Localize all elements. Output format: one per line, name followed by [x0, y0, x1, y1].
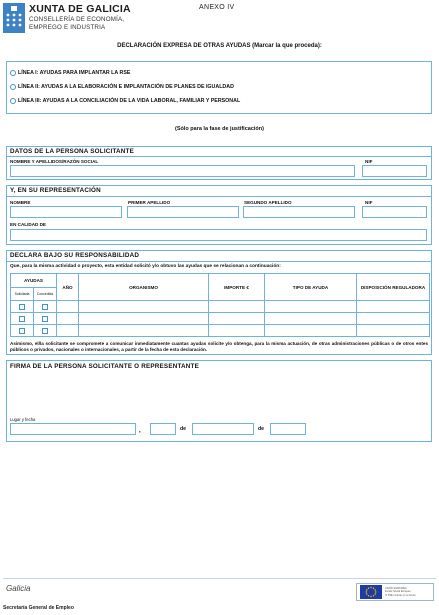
table-row: [11, 325, 430, 337]
rep-primer-field[interactable]: [127, 206, 239, 218]
declaration-title: DECLARA BAJO SU RESPONSABILIDAD: [10, 252, 140, 259]
annex-label: ANEXO IV: [199, 4, 235, 11]
line-option-3[interactable]: [10, 96, 240, 106]
cell-importe[interactable]: [209, 325, 265, 337]
declaration-intro: Que, para la misma actividad o proyecto, esta entidad solicitó y/o obtuvo las ayudas que se relacionan a continuación:: [10, 264, 281, 269]
cell-solicitada[interactable]: [11, 313, 34, 325]
col-anio: AÑO: [57, 274, 79, 301]
rep-calidad-field[interactable]: [10, 229, 427, 241]
col-organismo: ORGANISMO: [79, 274, 209, 301]
rep-nif-label: NIF: [365, 200, 373, 205]
radio-line-2[interactable]: [10, 84, 16, 90]
footer-rule: [3, 578, 436, 579]
representative-title: Y, EN SU REPRESENTACIÓN: [10, 187, 101, 194]
line-2-label: LÍNEA II: AYUDAS A LA ELABORACIÓN E IMPLANTACIÓN DE PLANES DE IGUALDAD: [18, 84, 234, 90]
representative-divider: [6, 196, 432, 197]
line-3-label: LÍNEA III: AYUDAS A LA CONCILIACIÓN DE LA VIDA LABORAL, FAMILIAR Y PERSONAL: [18, 98, 241, 104]
applicant-name-field[interactable]: [10, 165, 355, 177]
col-tipo: TIPO DE AYUDA: [265, 274, 357, 301]
cell-importe[interactable]: [209, 301, 265, 313]
cell-disposicion[interactable]: [357, 313, 430, 325]
cell-organismo[interactable]: [79, 313, 209, 325]
applicant-name-label: NOMBRE Y APELLIDOS/RAZÓN SOCIAL: [10, 159, 99, 164]
cell-tipo[interactable]: [265, 301, 357, 313]
cell-solicitada[interactable]: [11, 325, 34, 337]
applicant-nif-field[interactable]: [362, 165, 427, 177]
xunta-logo: [3, 3, 25, 33]
cell-solicitada[interactable]: [11, 301, 34, 313]
cell-anio[interactable]: [57, 301, 79, 313]
de-label-1: de: [180, 426, 187, 432]
checkbox-concedida[interactable]: [42, 328, 48, 334]
place-field[interactable]: [10, 423, 136, 435]
place-date-label: Lugar y fecha: [10, 417, 36, 422]
checkbox-concedida[interactable]: [42, 304, 48, 310]
signature-title: FIRMA DE LA PERSONA SOLICITANTE O REPRESENTANTE: [10, 363, 199, 370]
month-field[interactable]: [192, 423, 254, 435]
table-row: [11, 313, 430, 325]
eu-flag-icon: [360, 585, 382, 599]
eu-text: [385, 587, 416, 597]
cell-concedida[interactable]: [34, 313, 57, 325]
secretaria-label: Secretaría General de Empleo: [3, 605, 74, 611]
rep-nif-field[interactable]: [362, 206, 427, 218]
org-title: XUNTA DE GALICIA: [29, 3, 131, 15]
eu-line-1: UNIÓN EUROPEA: [385, 587, 407, 591]
org-sub-line-2: EMPREGO E INDUSTRIA: [29, 23, 106, 31]
comma-sep: ,: [139, 428, 141, 434]
checkbox-solicitada[interactable]: [19, 316, 25, 322]
commitment-text: Asimismo, el/la solicitante se compromete a comunicar inmediatamente cuantas ayudas solicite y/o obtenga, para la misma actuación, de otras administraciones públicas o de otros entes públicos o privados, nacionales o internacionales, a partir de la fecha de esta declaración.: [10, 341, 428, 352]
col-concedida: Concedida: [34, 288, 57, 301]
document-title: DECLARACIÓN EXPRESA DE OTRAS AYUDAS (Marcar la que proceda):: [117, 43, 322, 49]
eu-line-2: Fondo Social Europeo: [385, 590, 411, 594]
applicant-title: DATOS DE LA PERSONA SOLICITANTE: [10, 148, 134, 155]
rep-calidad-label: EN CALIDAD DE: [10, 222, 46, 227]
line-option-1[interactable]: [10, 68, 130, 78]
cell-concedida[interactable]: [34, 325, 57, 337]
cell-anio[interactable]: [57, 313, 79, 325]
galicia-logo: Galicia: [6, 584, 31, 593]
day-field[interactable]: [150, 423, 176, 435]
col-solicitada: Solicitada: [11, 288, 34, 301]
cell-organismo[interactable]: [79, 325, 209, 337]
checkbox-solicitada[interactable]: [19, 328, 25, 334]
line-option-2[interactable]: [10, 82, 234, 92]
applicant-divider: [6, 156, 432, 157]
col-ayudas: AYUDAS: [11, 274, 57, 288]
justification-note: (Sólo para la fase de justificación): [175, 126, 264, 132]
de-label-2: de: [258, 426, 265, 432]
cell-disposicion[interactable]: [357, 301, 430, 313]
year-field[interactable]: [270, 423, 306, 435]
cell-importe[interactable]: [209, 313, 265, 325]
eu-line-3: O FSE invierte en tu futuro: [385, 593, 416, 597]
radio-line-3[interactable]: [10, 98, 16, 104]
ayudas-table: [10, 273, 430, 337]
cell-concedida[interactable]: [34, 301, 57, 313]
rep-nombre-field[interactable]: [10, 206, 122, 218]
line-1-label: LÍNEA I: AYUDAS PARA IMPLANTAR LA RSE: [18, 70, 131, 76]
org-subtitle: [29, 16, 124, 31]
cell-organismo[interactable]: [79, 301, 209, 313]
cell-anio[interactable]: [57, 325, 79, 337]
col-importe: IMPORTE €: [209, 274, 265, 301]
cell-disposicion[interactable]: [357, 325, 430, 337]
org-sub-line-1: CONSELLERÍA DE ECONOMÍA,: [29, 16, 125, 23]
eu-fse-logo: [356, 583, 434, 601]
rep-primer-label: PRIMER APELLIDO: [128, 200, 171, 205]
xunta-shield-icon: [3, 3, 25, 33]
radio-line-1[interactable]: [10, 70, 16, 76]
rep-segundo-field[interactable]: [243, 206, 355, 218]
cell-tipo[interactable]: [265, 313, 357, 325]
checkbox-concedida[interactable]: [42, 316, 48, 322]
applicant-nif-label: NIF: [365, 159, 373, 164]
checkbox-solicitada[interactable]: [19, 304, 25, 310]
table-row: [11, 301, 430, 313]
declaration-divider: [6, 261, 432, 262]
rep-nombre-label: NOMBRE: [10, 200, 31, 205]
col-disposicion: DISPOSICIÓN REGULADORA: [357, 274, 430, 301]
cell-tipo[interactable]: [265, 325, 357, 337]
rep-segundo-label: SEGUNDO APELLIDO: [244, 200, 292, 205]
